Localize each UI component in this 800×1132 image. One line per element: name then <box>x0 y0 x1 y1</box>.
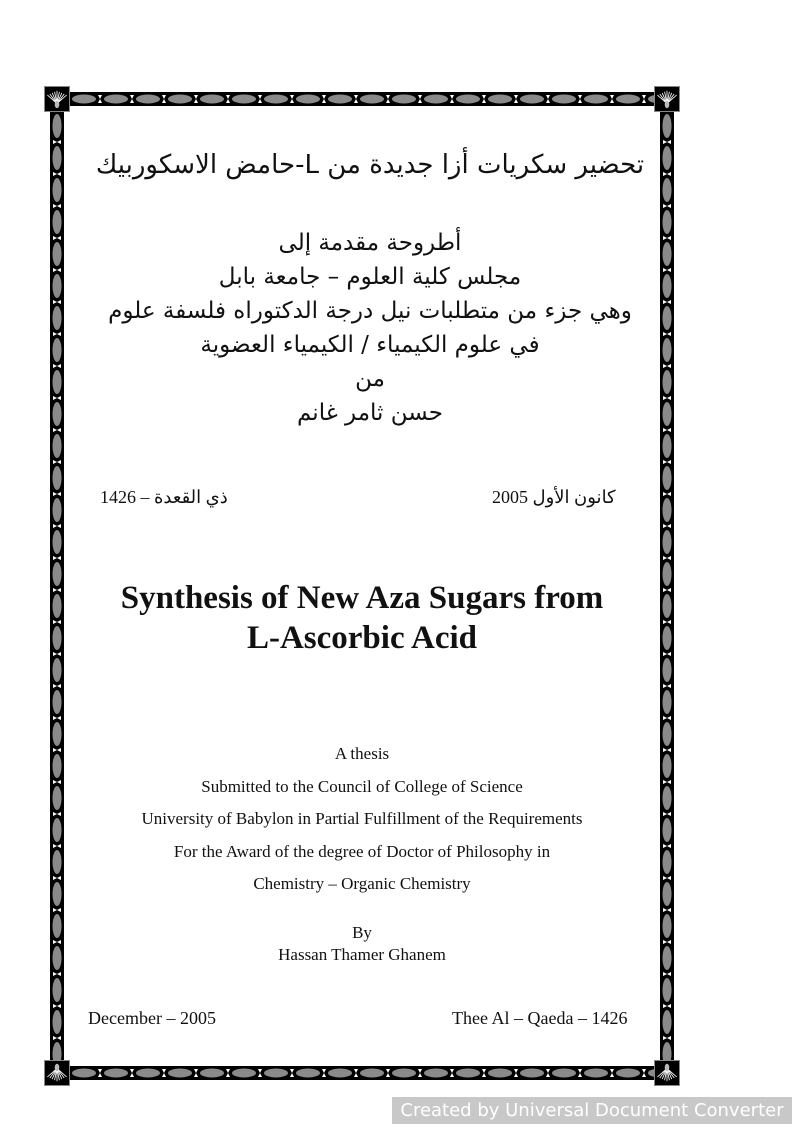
english-title-line: Synthesis of New Aza Sugars from <box>120 580 604 616</box>
english-date-hijri: Thee Al – Qaeda – 1426 <box>452 1008 628 1028</box>
border-top <box>68 92 656 106</box>
ornament-icon <box>654 86 680 112</box>
arabic-date-gregorian: كانون الأول 2005 <box>492 487 616 507</box>
border-bottom <box>68 1066 656 1080</box>
arabic-line: في علوم الكيمياء / الكيمياء العضوية <box>200 332 540 358</box>
by-label: By <box>352 923 372 942</box>
english-line: A thesis <box>334 744 390 763</box>
english-line: Chemistry – Organic Chemistry <box>253 874 471 893</box>
english-submission-block <box>60 738 664 901</box>
english-title <box>60 578 664 658</box>
author-block <box>60 922 664 966</box>
ornament-icon <box>654 1060 680 1086</box>
arabic-submission-block <box>70 226 670 430</box>
arabic-date-hijri: ذي القعدة – 1426 <box>100 487 228 507</box>
arabic-line: مجلس كلية العلوم – جامعة بابل <box>218 264 522 290</box>
english-author: Hassan Thamer Ghanem <box>278 945 446 964</box>
arabic-author: حسن ثامر غانم <box>296 400 444 426</box>
english-line: For the Award of the degree of Doctor of Philosophy in <box>173 841 551 861</box>
watermark: Created by Universal Document Converter <box>392 1097 792 1124</box>
ornament-icon <box>44 86 70 112</box>
arabic-title: تحضير سكريات أزا جديدة من L-حامض الاسكوربيك <box>95 150 645 180</box>
ornament-icon <box>44 1060 70 1086</box>
arabic-line: من <box>355 366 385 392</box>
english-title-line: L-Ascorbic Acid <box>246 620 478 656</box>
english-line: Submitted to the Council of College of Science <box>201 776 523 796</box>
english-line: University of Babylon in Partial Fulfillment of the Requirements <box>141 809 583 828</box>
arabic-line: أطروحة مقدمة إلى <box>278 230 462 256</box>
arabic-line: وهي جزء من متطلبات نيل درجة الدكتوراه فلسفة علوم <box>108 298 632 324</box>
english-date-gregorian: December – 2005 <box>88 1008 216 1028</box>
